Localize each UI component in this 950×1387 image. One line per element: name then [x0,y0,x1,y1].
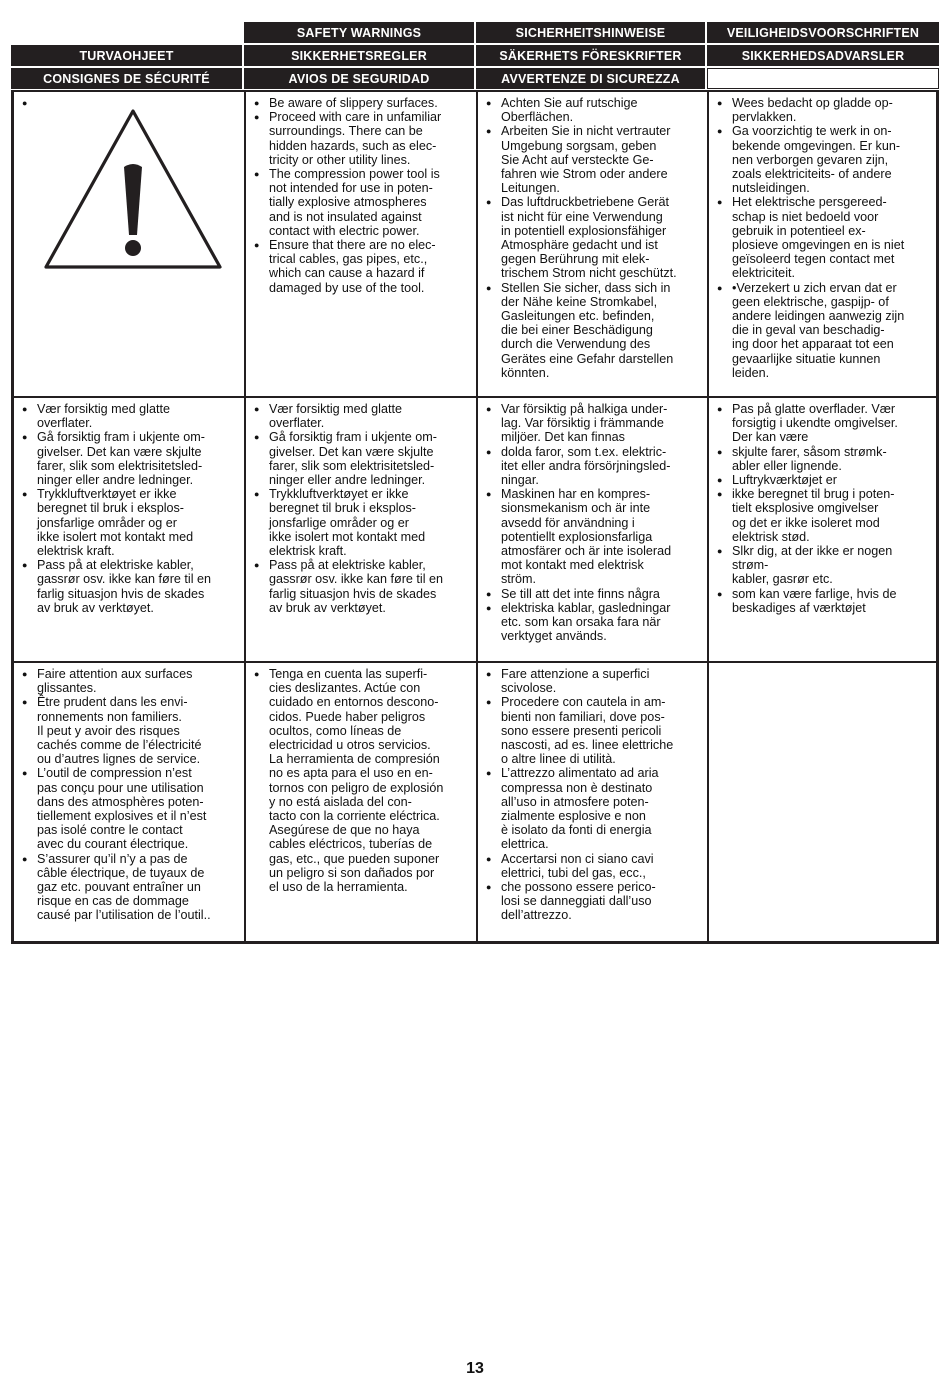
text-line: cuidado en entornos descono- [269,695,439,710]
text-line: avec du courant électrique. [37,837,189,852]
header-empty-cell [707,68,939,89]
table-cell [14,398,246,661]
text-line: ● skjulte farer, såsom strømk- [732,444,887,459]
text-line: elektrisk kraft. [269,544,347,559]
text-line: farlig situasjon hvis de skades [37,586,205,601]
text-line: ● ikke beregnet til brug i poten- [732,487,895,502]
text-line: Asegúrese de que no haya [269,823,420,838]
text-line: el uso de la herramienta. [269,880,408,895]
bullet-item [22,487,236,558]
header-empty-cell [11,22,242,43]
text-line: gassrør osv. ikke kan føre til en [269,572,444,587]
table-cell [246,663,478,941]
text-line: avsedd för användning i [501,515,635,530]
text-line: bienti non familiari, dove pos- [501,709,665,724]
text-line: sionsmekanism och är inte [501,501,651,516]
text-line: atmosfärer och är inte isolerad [501,544,672,559]
bullet-item [486,766,699,851]
text-line: ● Accertarsi non ci siano cavi [501,851,654,866]
text-line: tornos con peligro de explosión [269,780,444,795]
header-row-1 [11,22,939,43]
bullet-item [717,587,928,615]
text-line: un peligro si son dañados por [269,865,435,880]
text-line: tielt eksplosive omgivelser [732,501,879,516]
text-line: leiden. [732,365,770,380]
text-line: gas, etc., que pueden suponer [269,851,440,866]
text-line: ● L’attrezzo alimentato ad aria [501,766,659,781]
text-line: av bruk av verktøyet. [269,600,386,615]
bullet-item [717,487,928,544]
bullet-item [254,238,468,295]
warning-triangle-icon [40,103,226,273]
bullet-item [717,96,928,124]
text-line: ● som kan være farlige, hvis de [732,586,897,601]
bullet-item [486,880,699,923]
text-line: der Nähe keine Stromkabel, [501,294,658,309]
text-line: abler eller lignende. [732,458,842,473]
text-line: ● Pass på at elektriske kabler, [269,558,426,573]
text-line: beskadiges af værktøjet [732,600,866,615]
header-cell: CONSIGNES DE SÉCURITÉ [11,68,242,89]
text-line: hidden hazards, such as elec- [269,138,437,153]
text-line: ● Fare attenzione a superfici [501,667,650,681]
bullet-item [486,445,699,488]
text-line: zoals elektriciteits- of andere [732,167,892,182]
text-line: givelser. Det kan være skjulte [269,444,434,459]
text-line: pas isolé contre le contact [37,823,183,838]
text-line: glissantes. [37,681,97,696]
text-line: ● Faire attention aux surfaces [37,667,193,681]
text-line: in potentiell explosionsfähiger [501,223,667,238]
table-cell [246,92,478,396]
bullet-item [254,430,468,487]
text-line: ● The compression power tool is [269,167,440,182]
table-cell [709,398,936,661]
bullet-list [717,402,928,615]
text-line: compressa non è destinato [501,780,653,795]
bullet-item [22,852,236,923]
text-line: losi se danneggiati dall’uso [501,894,652,909]
text-line: sono essere presenti pericoli [501,723,662,738]
bullet-item [717,281,928,380]
text-line: givelser. Det kan være skjulte [37,444,202,459]
header-cell: SIKKERHEDSADVARSLER [707,45,939,66]
bullet-item [22,766,236,851]
text-line: risque en cas de dommage [37,894,189,909]
text-line: overflater. [269,416,325,431]
text-line: forsigtig i ukendte omgivelser. [732,416,898,431]
text-line: gaz etc. pouvant entraîner un [37,880,201,895]
text-line: ● Gå forsiktig fram i ukjente om- [269,430,437,445]
bullet-item [486,487,699,586]
bullet-item [486,195,699,280]
text-line: tiellement explosives et il n’est [37,809,207,824]
text-line: zialmente esplosive e non [501,809,646,824]
text-line: ● Vær forsiktig med glatte [37,402,170,416]
bullet-item [254,96,468,110]
header-cell: VEILIGHEIDSVOORSCHRIFTEN [707,22,939,43]
header-cell: AVIOS DE SEGURIDAD [244,68,474,89]
text-line: ou d’autres lignes de service. [37,752,201,767]
text-line: schap is niet bedoeld voor [732,209,879,224]
text-line: dell’attrezzo. [501,908,572,923]
text-line: og det er ikke isoleret mod [732,515,880,530]
text-line: ● Be aware of slippery surfaces. [269,96,438,110]
bullet-item [22,695,236,766]
table-cell [478,92,709,396]
text-line: nascosti, ad es. linee elettriche [501,738,674,753]
text-line: die in geval van beschadig- [732,323,885,338]
table-row [14,663,936,941]
bullet-item [486,587,699,601]
text-line: bekende omgevingen. Er kun- [732,138,901,153]
text-line: Il peut y avoir des risques [37,723,180,738]
text-line: pervlakken. [732,110,797,125]
text-line: miljöer. Det kan finnas [501,430,625,445]
bullet-item [22,558,236,615]
table-cell [709,92,936,396]
header-cell: SICHERHEITSHINWEISE [476,22,705,43]
text-line: könnten. [501,365,550,380]
bullet-item [254,667,468,894]
header-cell: SÄKERHETS FÖRESKRIFTER [476,45,705,66]
header-row-2 [11,45,939,66]
bullet-item [717,544,928,587]
text-line: farlig situasjon hvis de skades [269,586,437,601]
text-line: beregnet til bruk i eksplos- [37,501,184,516]
text-line: not intended for use in poten- [269,181,433,196]
text-line: y no está aislada del con- [269,794,412,809]
table-cell [14,663,246,941]
text-line: pas conçu pour une utilisation [37,780,204,795]
bullet-item [486,124,699,195]
text-line: Atmosphäre gedacht und ist [501,238,658,253]
bullet-list [254,96,468,295]
text-line: die bei einer Beschädigung [501,323,653,338]
bullet-item [717,473,928,487]
text-line: ● Arbeiten Sie in nicht vertrauter [501,124,671,139]
table-cell [246,398,478,661]
header-cell: AVVERTENZE DI SICUREZZA [476,68,705,89]
text-line: causé par l’utilisation de l’outil.. [37,908,211,923]
bullet-item [486,852,699,880]
table-row [14,398,936,663]
text-line: and is not insulated against [269,209,422,224]
header-cell: SAFETY WARNINGS [244,22,474,43]
bullet-item [486,281,699,380]
text-line: durch die Verwendung des [501,337,651,352]
bullet-item [254,110,468,167]
text-line: elettrica. [501,837,549,852]
bullet-item [717,124,928,195]
bullet-list [486,96,699,380]
text-line: ninger eller andre ledninger. [37,473,194,488]
text-line: La herramienta de compresión [269,752,440,767]
text-line: Oberflächen. [501,110,574,125]
text-line: trischem Strom nicht geschützt. [501,266,677,281]
bullet-item [22,402,236,430]
header-row-3 [11,68,939,89]
bullet-item [717,195,928,280]
text-line: cidos. Puede haber peligros [269,709,426,724]
text-line: kabler, gasrør etc. [732,572,833,587]
header-cell: SIKKERHETSREGLER [244,45,474,66]
text-line: farer, slik som elektrisitetsled- [37,458,203,473]
text-line: beregnet til bruk i eksplos- [269,501,416,516]
bullet-item [254,558,468,615]
text-line: strøm- [732,558,769,573]
text-line: ● Pas på glatte overflader. Vær [732,402,896,416]
text-line: itet eller andra försörjningsled- [501,458,671,473]
text-line: cachés comme de l’électricité [37,738,202,753]
text-line: ● L’outil de compression n’est [37,766,192,781]
bullet-item [486,96,699,124]
text-line: cies deslizantes. Actúe con [269,681,421,696]
text-line: ● elektriska kablar, gasledningar [501,600,671,615]
text-line: gassrør osv. ikke kan føre til en [37,572,212,587]
text-line: andere leidingen aanwezig zijn [732,309,905,324]
text-line: mot kontakt med elektrisk [501,558,644,573]
text-line: potentiellt explosionsfarliga [501,529,653,544]
text-line: gebruik in potentieel ex- [732,223,866,238]
text-line: elektriciteit. [732,266,795,281]
text-line: elektrisk stød. [732,529,810,544]
text-line: ● Vær forsiktig med glatte [269,402,402,416]
text-line: ● Pass på at elektriske kabler, [37,558,194,573]
text-line: electricidad u otros servicios. [269,738,431,753]
text-line: elettrici, tubi del gas, ecc., [501,865,646,880]
bullet-list [22,402,236,615]
text-line: ● dolda faror, som t.ex. elektric- [501,444,667,459]
text-line: ● Ensure that there are no elec- [269,238,436,253]
text-line: tacto con la corriente eléctrica. [269,809,440,824]
table-cell [478,663,709,941]
bullet-item [254,167,468,238]
bullet-item [22,430,236,487]
text-line: nen verborgen gevaren zijn, [732,152,889,167]
text-line: ● Tenga en cuenta las superfi- [269,667,428,681]
text-line: ● Trykkluftverktøyet er ikke [269,487,409,502]
text-line: no es apta para el uso en en- [269,766,433,781]
text-line: Leitungen. [501,181,560,196]
bullet-item [486,402,699,445]
text-line: ström. [501,572,536,587]
header-cell: TURVAOHJEET [11,45,242,66]
bullet-item [254,487,468,558]
text-line: ● S’assurer qu’il n’y a pas de [37,851,188,866]
table-cell [478,398,709,661]
text-line: verktyget används. [501,629,607,644]
text-line: câble électrique, de tuyaux de [37,865,205,880]
text-line: ● Maskinen har en kompres- [501,487,651,502]
text-line: tricity or other utility lines. [269,152,411,167]
text-line: ● Stellen Sie sicher, dass sich in [501,280,671,295]
text-line: ● Slkr dig, at der ikke er nogen [732,544,893,559]
text-line: dans des atmosphères poten- [37,794,204,809]
text-line: ninger eller andre ledninger. [269,473,426,488]
text-line: lag. Var försiktig i främmande [501,416,664,431]
text-line: elektrisk kraft. [37,544,115,559]
text-line: tially explosive atmospheres [269,195,427,210]
text-line: Umgebung sorgsam, geben [501,138,657,153]
text-line: gevaarlijke situatie kunnen [732,351,881,366]
bullet-item [486,667,699,695]
text-line: ● Var försiktig på halkiga under- [501,402,668,416]
text-line: ikke isolert mot kontakt med [37,529,194,544]
text-line: jonsfarlige områder og er [269,515,410,530]
text-line: fahren wie Strom oder andere [501,167,668,182]
text-line: o altre linee di utilità. [501,752,616,767]
page-number: 13 [466,1360,484,1377]
bullet-item [22,667,236,695]
text-line: ing door het apparaat tot een [732,337,894,352]
bullet-item [486,695,699,766]
text-line: ● Wees bedacht op gladde op- [732,96,893,110]
bullet-item [717,445,928,473]
text-line: trical cables, gas pipes, etc., [269,252,428,267]
text-line: ikke isolert mot kontakt med [269,529,426,544]
text-line: ningar. [501,473,539,488]
text-line: Sie Acht auf versteckte Ge- [501,152,654,167]
text-line: ● Procedere con cautela in am- [501,695,666,710]
text-line: ● Trykkluftverktøyet er ikke [37,487,177,502]
text-line: è isolato da fonti di energia [501,823,652,838]
text-line: geïsoleerd tegen contact met [732,252,895,267]
text-line: ● •Verzekert u zich ervan dat er [732,280,897,295]
bullet-item [486,601,699,644]
text-line: ● Se till att det inte finns några [501,586,660,601]
text-line: Gerätes eine Gefahr darstellen [501,351,674,366]
text-line: ● Ga voorzichtig te werk in on- [732,124,892,139]
bullet-item [717,402,928,445]
text-line: scivolose. [501,681,557,696]
text-line: av bruk av verktøyet. [37,600,154,615]
text-line: plosieve omgevingen en is niet [732,238,905,253]
text-line: damaged by use of the tool. [269,280,425,295]
text-line: ist nicht für eine Verwendung [501,209,663,224]
text-line: contact with electric power. [269,223,420,238]
text-line: ● Être prudent dans les envi- [37,695,188,710]
table-cell [709,663,936,941]
text-line: farer, slik som elektrisitetsled- [269,458,435,473]
bullet-list [254,667,468,894]
text-line: overflater. [37,416,93,431]
text-line: gegen Berührung mit elek- [501,252,650,267]
text-line: ● Gå forsiktig fram i ukjente om- [37,430,205,445]
text-line: ● Het elektrische persgereed- [732,195,887,210]
text-line: Gasleitungen etc. befinden, [501,309,655,324]
text-line: ● Achten Sie auf rutschige [501,96,638,110]
text-line: which can cause a hazard if [269,266,425,281]
text-line: ronnements non familiers. [37,709,182,724]
text-line: ocultos, como líneas de [269,723,402,738]
text-line: geen elektrische, gaspijp- of [732,294,889,309]
bullet-item [254,402,468,430]
bullet-list [717,96,928,380]
text-line: all’uso in atmosfere poten- [501,794,649,809]
text-line: etc. som kan orsaka fara när [501,615,661,630]
bullet-list [486,667,699,923]
bullet-list [254,402,468,615]
text-line: nutsleidingen. [732,181,810,196]
text-line: jonsfarlige områder og er [37,515,178,530]
text-line: ● Das luftdruckbetriebene Gerät [501,195,670,210]
bullet-list [22,667,236,923]
text-line: surroundings. There can be [269,124,423,139]
text-line: ● Proceed with care in unfamiliar [269,110,442,125]
text-line: ● Luftrykværktøjet er [732,473,837,488]
bullet-list [486,402,699,643]
text-line: Der kan være [732,430,809,445]
text-line: ● che possono essere perico- [501,880,656,895]
text-line: cables eléctricos, tuberías de [269,837,433,852]
